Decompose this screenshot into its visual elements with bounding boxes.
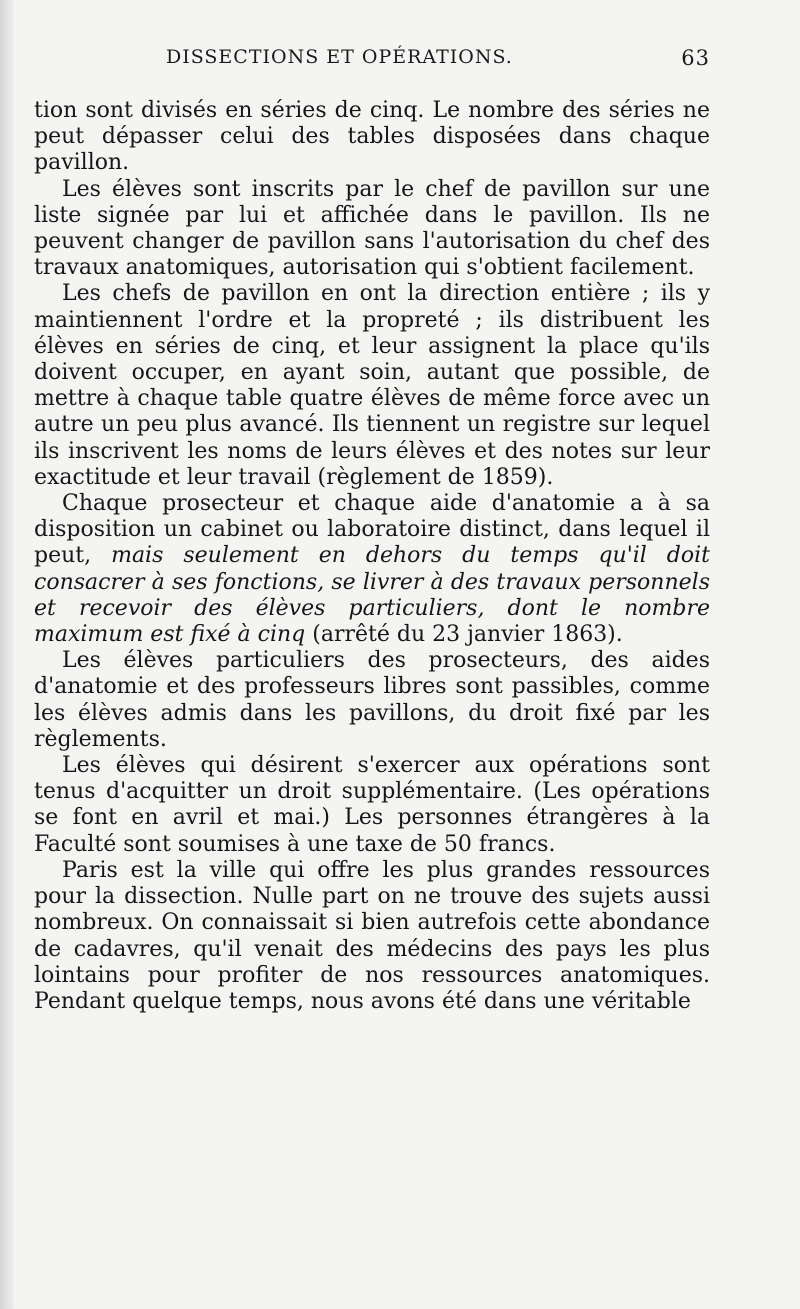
page-number: 63 <box>681 46 710 70</box>
paragraph-1: tion sont divisés en séries de cinq. Le nombre des séries ne peut dépasser celui des tables disposées dans chaque pavillon. <box>34 98 710 176</box>
body-text <box>34 98 710 1015</box>
paragraph-5: Les élèves particuliers des prosecteurs, des aides d'anatomie et des professeurs libres sont passibles, comme les élèves admis dans les pavillons, du droit fixé par les règlements. <box>34 648 710 752</box>
paragraph-3: Les chefs de pavillon en ont la direction entière ; ils y maintiennent l'ordre et la propreté ; ils distribuent les élèves en séries de cinq, et leur assignent la place qu'ils doivent occuper, en ayant soin, autant que possible, de mettre à chaque table quatre élèves de même force avec un autre un peu plus avancé. Ils tiennent un registre sur lequel ils inscrivent les noms de leurs élèves et des notes sur leur exactitude et leur travail (règlement de 1859). <box>34 281 710 490</box>
running-title: DISSECTIONS ET OPÉRATIONS. <box>166 46 513 68</box>
paragraph-4-lead: Chaque prosecteur et chaque aide d'anatomie a à sa disposition un cabinet ou laboratoire distinct, dans lequel il peut, <box>34 491 710 569</box>
paragraph-4-italic: mais seulement en dehors du temps qu'il doit consacrer à ses fonctions, se livrer à des travaux personnels et recevoir des élèves particuliers, dont le nombre maximum est fixé à cinq <box>34 543 710 648</box>
paragraph-2: Les élèves sont inscrits par le chef de pavillon sur une liste signée par lui et affichée dans le pavillon. Ils ne peuvent changer de pavillon sans l'autorisation du chef des travaux anatomiques, autorisation qui s'obtient facilement. <box>34 176 710 281</box>
page-gutter-shadow <box>0 0 14 1309</box>
paragraph-6: Les élèves qui désirent s'exercer aux opérations sont tenus d'acquitter un droit supplémentaire. (Les opérations se font en avril et mai.) Les personnes étrangères à la Faculté sont soumises à une taxe de 50 francs. <box>34 753 710 857</box>
running-head <box>34 46 710 76</box>
paragraph-4 <box>34 491 710 648</box>
paragraph-7: Paris est la ville qui offre les plus grandes ressources pour la dissection. Nulle part on ne trouve des sujets aussi nombreux. On connaissait si bien autrefois cette abondance de cadavres, qu'il venait des médecins des pays les plus lointains pour profiter de nos ressources anatomiques. Pendant quelque temps, nous avons été dans une véritable <box>34 857 710 1014</box>
paragraph-4-tail: (arrêté du 23 janvier 1863). <box>305 622 623 648</box>
